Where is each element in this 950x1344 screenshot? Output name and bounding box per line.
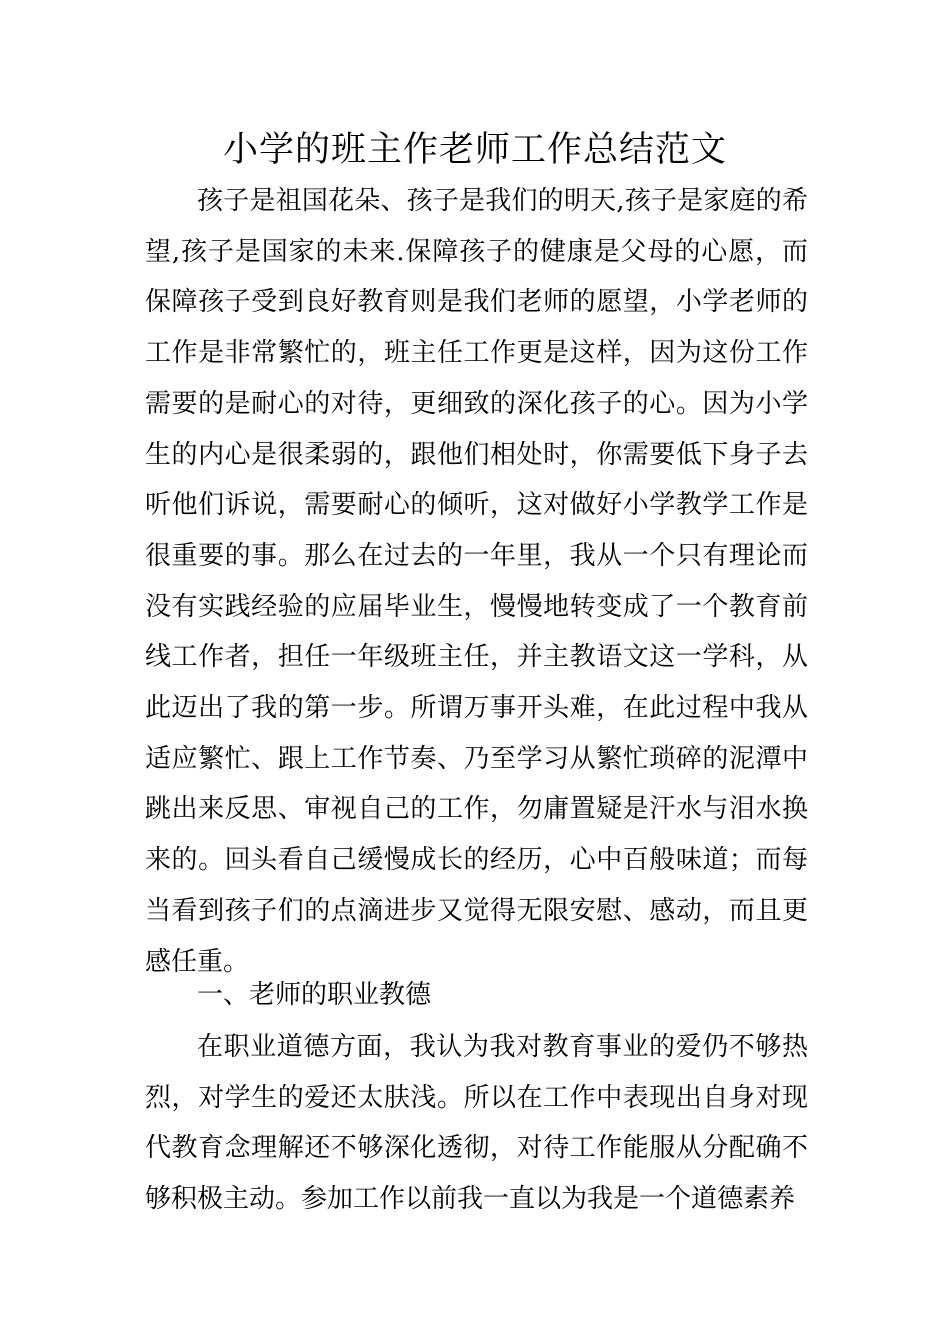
document-title: 小学的班主作老师工作总结范文 bbox=[222, 130, 727, 170]
body-paragraph: 在职业道德方面，我认为我对教育事业的爱仍不够热烈，对学生的爱还太肤浅。所以在工作中表现出自身对现代教育念理解还不够深化透彻，对待工作能服从分配确不够积极主动。参加工作以前我一直以为我是一个道德素养 bbox=[145, 1032, 808, 1215]
section-heading: 一、老师的职业教德 bbox=[197, 980, 432, 1010]
body-paragraph-1-container bbox=[145, 176, 808, 987]
section-heading-container bbox=[145, 970, 808, 1021]
body-paragraph-2-container bbox=[145, 1022, 808, 1225]
body-paragraph: 孩子是祖国花朵、孩子是我们的明天,孩子是家庭的希望,孩子是国家的未来.保障孩子的健康是父母的心愿，而保障孩子受到良好教育则是我们老师的愿望，小学老师的工作是非常繁忙的，班主任工作更是这样，因为这份工作需要的是耐心的对待，更细致的深化孩子的心。因为小学生的内心是很柔弱的，跟他们相处时，你需要低下身子去听他们诉说，需要耐心的倾听，这对做好小学教学工作是很重要的事。那么在过去的一年里，我从一个只有理论而没有实践经验的应届毕业生，慢慢地转变成了一个教育前线工作者，担任一年级班主任，并主教语文这一学科，从此迈出了我的第一步。所谓万事开头难，在此过程中我从适应繁忙、跟上工作节奏、乃至学习从繁忙琐碎的泥潭中跳出来反思、审视自己的工作，勿庸置疑是汗水与泪水换来的。回头看自己缓慢成长的经历，心中百般味道；而每当看到孩子们的点滴进步又觉得无限安慰、感动，而且更感任重。 bbox=[145, 186, 808, 977]
